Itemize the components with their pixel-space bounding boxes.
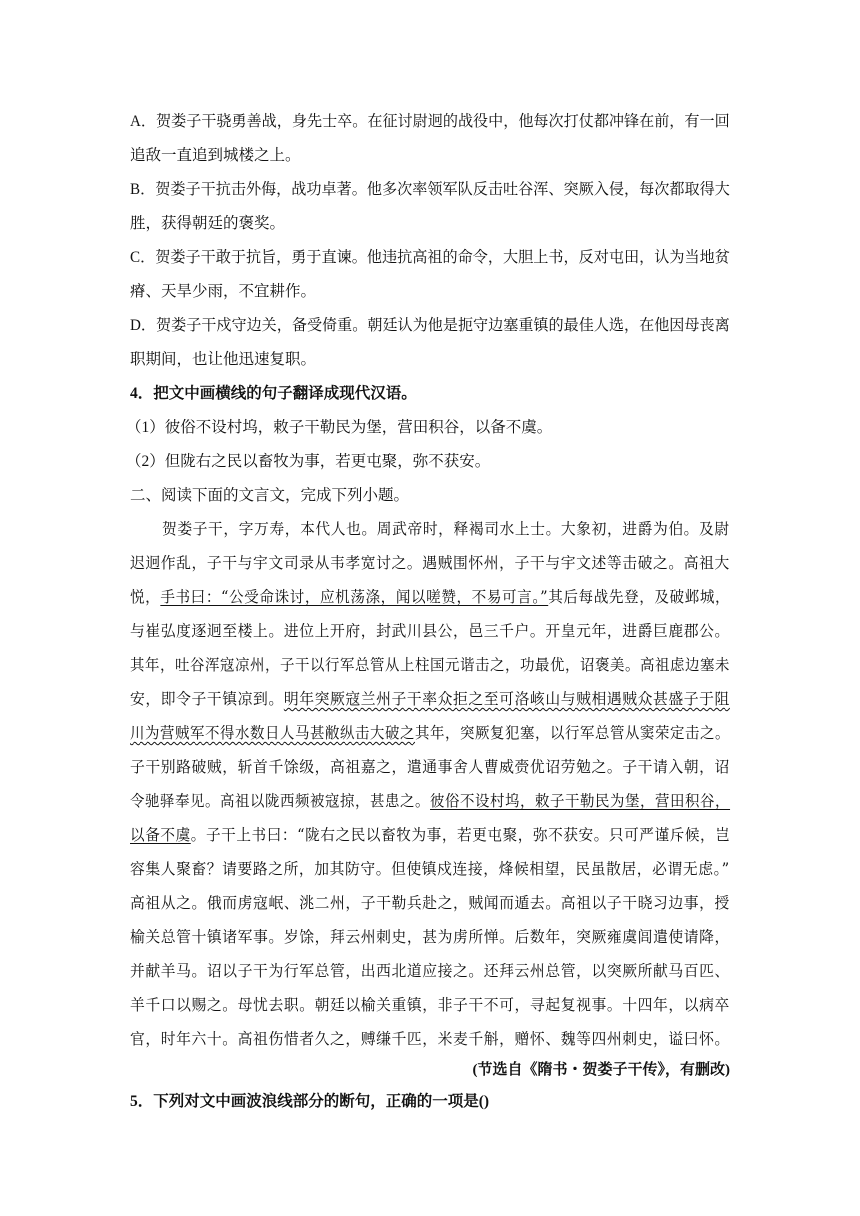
option-b-line-2: 胜，获得朝廷的褒奖。 <box>130 215 286 232</box>
question-4-stem: 4．把文中画横线的句子翻译成现代汉语。 <box>130 385 417 402</box>
option-c-line-1: C．贺娄子干敢于抗旨，勇于直谏。他违抗高祖的命令，大胆上书，反对屯田，认为当地贫 <box>130 249 730 266</box>
passage-text: 悦， <box>130 588 161 606</box>
passage-text: 。子干上书曰：“陇右之民以畜牧为事，若更屯聚，弥不获安。只可严谨斥候，岂 <box>190 826 731 844</box>
question-5-stem: 5．下列对文中画波浪线部分的断句，正确的一项是() <box>130 1093 490 1110</box>
passage-text: 令驰驿奉见。高祖以陇西频被寇掠，甚患之。 <box>130 792 431 810</box>
passage-line-4: 与崔弘度逐迥至楼上。进位上开府，封武川县公，邑三千户。开皇元年，进爵巨鹿郡公。 <box>130 622 730 640</box>
passage-line-13: 榆关总管十镇诸军事。岁馀，拜云州刺史，甚为虏所惮。后数年，突厥雍虞闾遣使请降， <box>130 928 730 946</box>
passage-line-15: 羊千口以赐之。母忧去职。朝廷以榆关重镇，非子干不可，寻起复视事。十四年，以病卒 <box>130 996 730 1014</box>
passage-line-11: 容集人聚畜？请要路之所，加其防守。但使镇戍连接，烽候相望，民虽散居，必谓无虑。” <box>130 860 730 878</box>
passage-line-1: 贺娄子干，字万寿，本代人也。周武帝时，释褐司水上士。大象初，进爵为伯。及尉 <box>162 520 730 538</box>
section-2-heading: 二、阅读下面的文言文，完成下列小题。 <box>130 487 410 504</box>
wavy-underlined-text: 明年突厥寇兰州子干率众拒之至可洛峐山与贼相遇贼众甚盛子于阻 <box>283 690 730 708</box>
option-a-line-2: 追敌一直追到城楼之上。 <box>130 147 301 164</box>
option-c-line-2: 瘠、天旱少雨，不宜耕作。 <box>130 283 317 300</box>
passage-text: 其年，突厥复犯塞，以行军总管从窦荣定击之。 <box>415 724 731 742</box>
passage-line-6 <box>130 689 730 709</box>
passage-line-8: 子干别路破贼，斩首千馀级，高祖嘉之，遣通事舍人曹威赍优诏劳勉之。子干请入朝，诏 <box>130 758 730 776</box>
question-4-sentence-2: （2）但陇右之民以畜牧为事，若更屯聚，弥不获安。 <box>126 453 491 470</box>
passage-line-7 <box>130 723 730 743</box>
source-citation: (节选自《隋书・贺娄子干传》，有删改) <box>472 1062 730 1078</box>
option-d-line-1: D．贺娄子干戍守边关，备受倚重。朝廷认为他是扼守边塞重镇的最佳人选，在他因母丧离 <box>130 317 730 334</box>
underlined-sentence: 彼俗不设村坞，敕子干勒民为堡，营田积谷， <box>430 792 731 810</box>
passage-line-5: 其年，吐谷浑寇凉州，子干以行军总管从上柱国元谐击之，功最优，诏褒美。高祖虑边塞未 <box>130 656 731 674</box>
passage-line-10 <box>130 825 730 845</box>
passage-line-14: 并献羊马。诏以子干为行军总管，出西北道应接之。还拜云州总管，以突厥所献马百匹、 <box>130 962 730 980</box>
passage-line-2: 迟迥作乱，子干与宇文司录从韦孝宽讨之。遇贼围怀州，子干与宇文述等击破之。高祖大 <box>130 554 730 572</box>
underlined-sentence: 手书曰：“公受命诛讨，应机荡涤，闻以嗟赞，不易可言。” <box>160 588 549 606</box>
underlined-sentence: 以备不虞 <box>130 826 191 844</box>
passage-text: 安，即令子干镇凉到。 <box>130 690 284 708</box>
passage-line-16: 官，时年六十。高祖伤惜者久之，赙缣千匹，米麦千斛，赠怀、魏等四州刺史，谥曰怀。 <box>130 1030 730 1048</box>
option-b-line-1: B．贺娄子干抗击外侮，战功卓著。他多次率领军队反击吐谷浑、突厥入侵，每次都取得大 <box>130 181 730 198</box>
passage-line-12: 高祖从之。俄而虏寇岷、洮二州，子干勒兵赴之，贼闻而遁去。高祖以子干晓习边事，授 <box>130 894 730 912</box>
option-a-line-1: A．贺娄子干骁勇善战，身先士卒。在征讨尉迥的战役中，他每次打仗都冲锋在前，有一回 <box>130 113 730 130</box>
option-d-line-2: 职期间，也让他迅速复职。 <box>130 351 317 368</box>
passage-line-3 <box>130 587 730 607</box>
wavy-underlined-text: 川为营贼军不得水数日人马甚敝纵击大破之 <box>130 724 416 742</box>
question-4-sentence-1: （1）彼俗不设村坞，敕子干勒民为堡，营田积谷，以备不虞。 <box>126 419 553 436</box>
passage-line-9 <box>130 791 730 811</box>
passage-text: 其后每战先登，及破邺城， <box>548 588 731 606</box>
